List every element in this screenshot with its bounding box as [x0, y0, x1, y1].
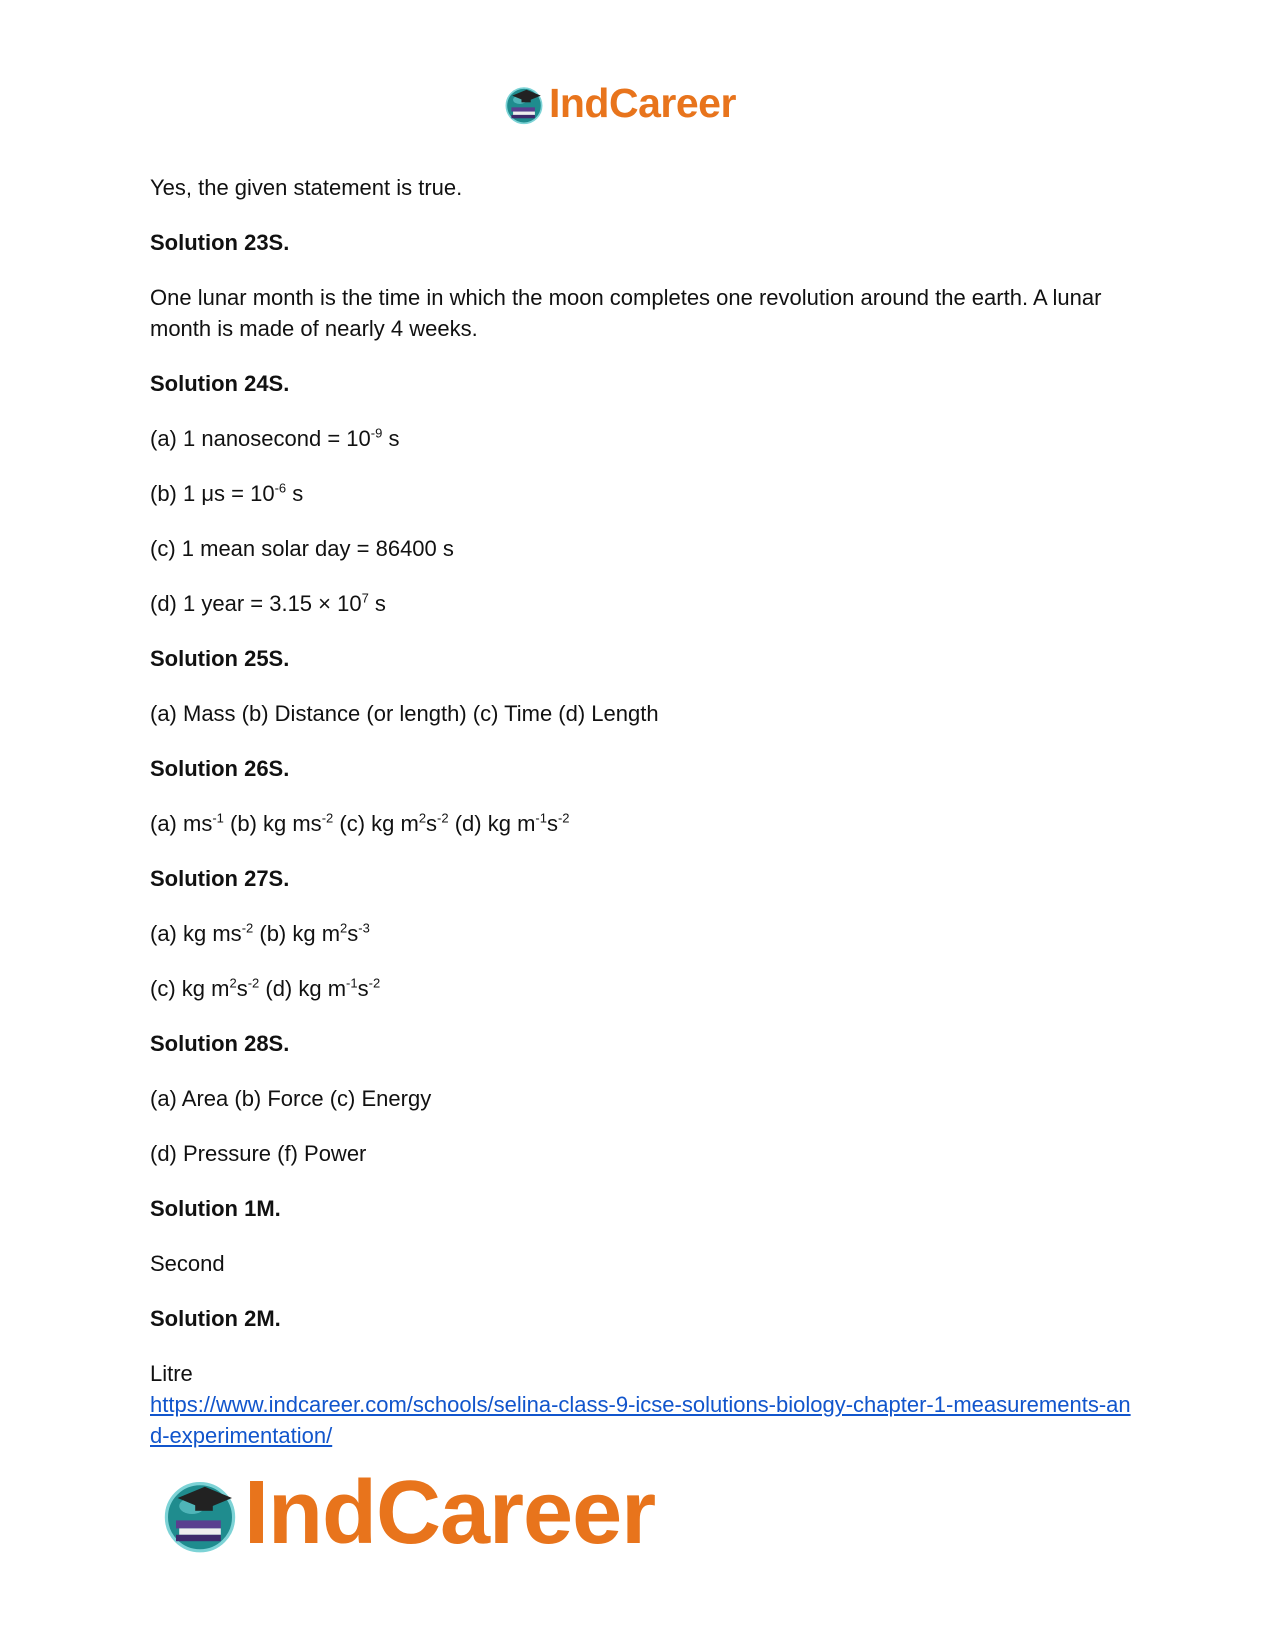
- source-link[interactable]: https://www.indcareer.com/schools/selina-class-9-icse-solutions-biology-chapter-1-measurements-and-experimentation/: [150, 1392, 1131, 1448]
- solution-23s-title: Solution 23S.: [150, 230, 290, 255]
- solution-27s-line-2: (c) kg $m^2s^{-2}$ (d) kg $m^{-1}s^{-2}$: [150, 975, 381, 1001]
- graduation-cap-globe-icon: [160, 1474, 240, 1554]
- solution-27s-title: Solution 27S.: [150, 866, 290, 891]
- solution-27s-line-1: (a) kg $ms^{-2}$ (b) kg $m^2s^{-3}$: [150, 920, 370, 946]
- solution-2m-title: Solution 2M.: [150, 1306, 281, 1331]
- solution-26s-text: (a) $ms^{-1}$ (b) kg $ms^{-2}$ (c) kg $m^2s^{-2}$ (d) kg $m^{-1}s^{-2}$: [150, 810, 570, 836]
- solution-1m-text: Second: [150, 1251, 225, 1276]
- footer-logo-text: IndCareer: [244, 1463, 656, 1563]
- solution-28s-line-1: (a) Area (b) Force (c) Energy: [150, 1086, 432, 1111]
- solution-24s-b: (b) 1 $\mu s = 10^{-6}$ s: [150, 480, 304, 506]
- header-logo: [503, 80, 736, 127]
- document-body: [150, 172, 1140, 1451]
- footer-logo: [160, 1462, 655, 1565]
- solution-24s-a: (a) 1 nanosecond = $10^{-9}$ s: [150, 425, 400, 451]
- solution-24s-d: (d) 1 year = $3.15 \times 10^7$ s: [150, 590, 386, 616]
- solution-2m-text: Litre: [150, 1361, 193, 1386]
- solution-25s-title: Solution 25S.: [150, 646, 290, 671]
- solution-25s-text: (a) Mass (b) Distance (or length) (c) Time (d) Length: [150, 701, 659, 726]
- graduation-cap-globe-icon: [503, 83, 545, 125]
- intro-text: Yes, the given statement is true.: [150, 175, 463, 200]
- solution-26s-title: Solution 26S.: [150, 756, 290, 781]
- solution-24s-c: (c) 1 mean solar day = 86400 s: [150, 536, 454, 561]
- solution-28s-line-2: (d) Pressure (f) Power: [150, 1141, 367, 1166]
- solution-23s-text: One lunar month is the time in which the moon completes one revolution around the earth. A lunar month is made of nearly 4 weeks.: [150, 285, 1102, 341]
- solution-1m-title: Solution 1M.: [150, 1196, 281, 1221]
- solution-24s-title: Solution 24S.: [150, 371, 290, 396]
- header-logo-text: IndCareer: [549, 80, 736, 126]
- solution-28s-title: Solution 28S.: [150, 1031, 290, 1056]
